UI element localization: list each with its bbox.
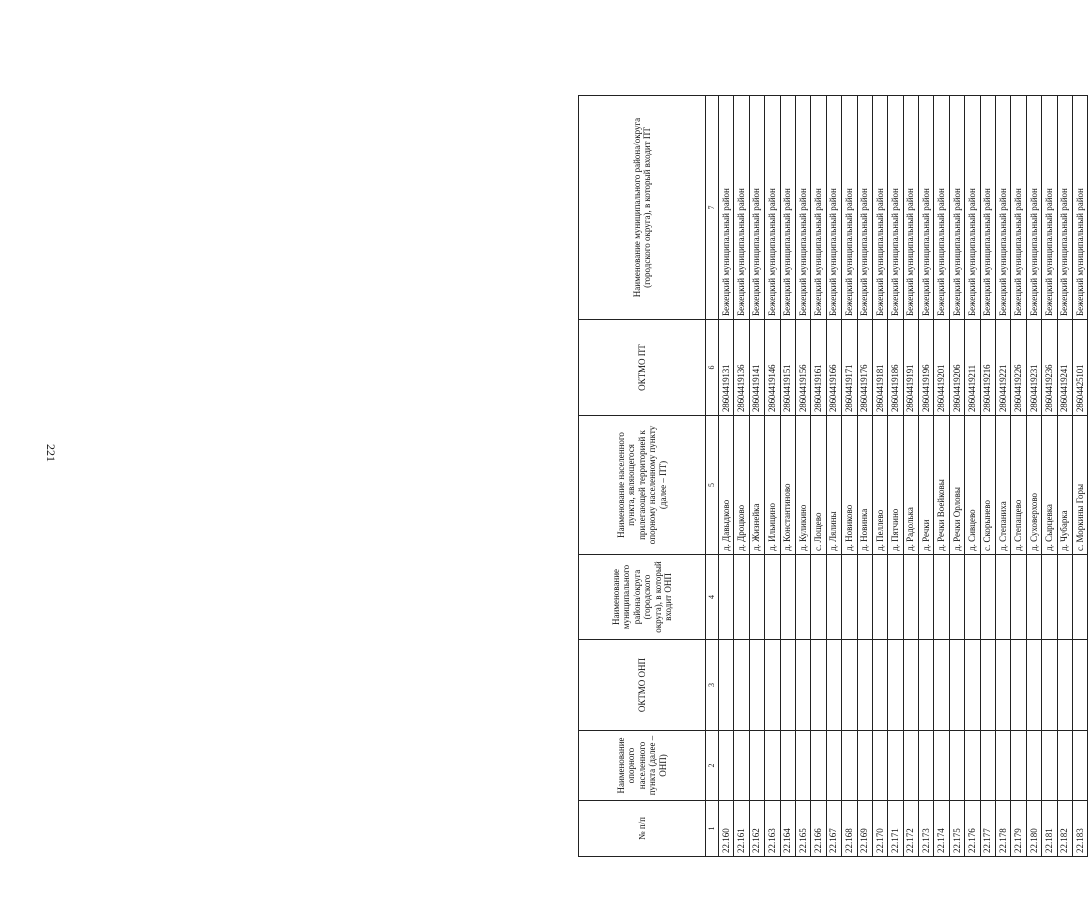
onp-name-cell	[996, 731, 1011, 801]
onp-oktmo-cell	[795, 640, 810, 731]
pt-name-cell: д. Дроцково	[734, 416, 749, 555]
onp-name-cell	[1042, 731, 1057, 801]
row-number-cell: 22.161	[734, 801, 749, 857]
header-onp-name: Наименование опорного населенного пункта (далее – ОНП)	[579, 731, 706, 801]
table-row	[949, 96, 964, 857]
onp-district-cell	[842, 555, 857, 640]
onp-district-cell	[734, 555, 749, 640]
row-number-cell: 22.179	[1011, 801, 1026, 857]
onp-district-cell	[965, 555, 980, 640]
header-num: № п/п	[579, 801, 706, 857]
onp-oktmo-cell	[734, 640, 749, 731]
pt-oktmo-cell: 28604419191	[903, 320, 918, 416]
column-number-row	[706, 96, 719, 857]
onp-name-cell	[857, 731, 872, 801]
onp-name-cell	[811, 731, 826, 801]
pt-district-cell: Бежецкий муниципальный район	[734, 96, 749, 320]
table-row	[1042, 96, 1057, 857]
table-row	[919, 96, 934, 857]
onp-district-cell	[1011, 555, 1026, 640]
column-number: 2	[706, 731, 719, 801]
pt-district-cell: Бежецкий муниципальный район	[826, 96, 841, 320]
pt-district-cell: Бежецкий муниципальный район	[888, 96, 903, 320]
pt-oktmo-cell: 28604425101	[1072, 320, 1087, 416]
table-row	[934, 96, 949, 857]
pt-oktmo-cell: 28604419176	[857, 320, 872, 416]
onp-district-cell	[872, 555, 887, 640]
row-number-cell: 22.171	[888, 801, 903, 857]
pt-oktmo-cell: 28604419216	[980, 320, 995, 416]
table-row	[903, 96, 918, 857]
onp-name-cell	[934, 731, 949, 801]
onp-oktmo-cell	[765, 640, 780, 731]
onp-district-cell	[1072, 555, 1087, 640]
pt-oktmo-cell: 28604419161	[811, 320, 826, 416]
page-number: 221	[44, 444, 58, 462]
pt-name-cell: д. Суховерхово	[1026, 416, 1041, 555]
row-number-cell: 22.167	[826, 801, 841, 857]
table-row	[1026, 96, 1041, 857]
column-number: 5	[706, 416, 719, 555]
onp-district-cell	[888, 555, 903, 640]
pt-oktmo-cell: 28604419141	[749, 320, 764, 416]
table-row	[811, 96, 826, 857]
pt-district-cell: Бежецкий муниципальный район	[1011, 96, 1026, 320]
onp-name-cell	[965, 731, 980, 801]
pt-district-cell: Бежецкий муниципальный район	[719, 96, 734, 320]
pt-name-cell: д. Жизнейка	[749, 416, 764, 555]
pt-district-cell: Бежецкий муниципальный район	[965, 96, 980, 320]
header-onp-district: Наименование муниципального района/округа (городского округа), в который входит ОНП	[579, 555, 706, 640]
pt-district-cell: Бежецкий муниципальный район	[980, 96, 995, 320]
table-row	[795, 96, 810, 857]
onp-name-cell	[980, 731, 995, 801]
pt-district-cell: Бежецкий муниципальный район	[903, 96, 918, 320]
pt-name-cell: д. Куликино	[795, 416, 810, 555]
onp-district-cell	[949, 555, 964, 640]
pt-district-cell: Бежецкий муниципальный район	[842, 96, 857, 320]
pt-oktmo-cell: 28604419231	[1026, 320, 1041, 416]
pt-name-cell: с. Скорынево	[980, 416, 995, 555]
onp-district-cell	[811, 555, 826, 640]
pt-oktmo-cell: 28604419166	[826, 320, 841, 416]
pt-oktmo-cell: 28604419136	[734, 320, 749, 416]
pt-district-cell: Бежецкий муниципальный район	[1057, 96, 1072, 320]
onp-district-cell	[980, 555, 995, 640]
onp-oktmo-cell	[965, 640, 980, 731]
pt-oktmo-cell: 28604419196	[919, 320, 934, 416]
onp-oktmo-cell	[1072, 640, 1087, 731]
table-row	[765, 96, 780, 857]
onp-district-cell	[780, 555, 795, 640]
pt-oktmo-cell: 28604419236	[1042, 320, 1057, 416]
pt-oktmo-cell: 28604419226	[1011, 320, 1026, 416]
onp-oktmo-cell	[919, 640, 934, 731]
onp-district-cell	[749, 555, 764, 640]
pt-oktmo-cell: 28604419181	[872, 320, 887, 416]
settlements-table	[578, 95, 1088, 857]
row-number-cell: 22.168	[842, 801, 857, 857]
pt-oktmo-cell: 28604419206	[949, 320, 964, 416]
table-row	[965, 96, 980, 857]
pt-name-cell: д. Речки	[919, 416, 934, 555]
pt-name-cell: д. Речки Орловы	[949, 416, 964, 555]
pt-name-cell: д. Пятчино	[888, 416, 903, 555]
row-number-cell: 22.164	[780, 801, 795, 857]
column-number: 7	[706, 96, 719, 320]
row-number-cell: 22.181	[1042, 801, 1057, 857]
onp-name-cell	[1057, 731, 1072, 801]
pt-oktmo-cell: 28604419156	[795, 320, 810, 416]
onp-name-cell	[872, 731, 887, 801]
table-row	[996, 96, 1011, 857]
pt-name-cell: с. Лощево	[811, 416, 826, 555]
onp-name-cell	[765, 731, 780, 801]
onp-district-cell	[996, 555, 1011, 640]
pt-name-cell: д. Степащево	[1011, 416, 1026, 555]
onp-name-cell	[795, 731, 810, 801]
row-number-cell: 22.172	[903, 801, 918, 857]
header-row	[579, 96, 706, 857]
table-row	[1057, 96, 1072, 857]
table-row	[980, 96, 995, 857]
onp-oktmo-cell	[872, 640, 887, 731]
row-number-cell: 22.166	[811, 801, 826, 857]
pt-name-cell: д. Чубарка	[1057, 416, 1072, 555]
pt-district-cell: Бежецкий муниципальный район	[811, 96, 826, 320]
pt-district-cell: Бежецкий муниципальный район	[996, 96, 1011, 320]
pt-oktmo-cell: 28604419186	[888, 320, 903, 416]
row-number-cell: 22.162	[749, 801, 764, 857]
pt-name-cell: д. Новинка	[857, 416, 872, 555]
rotated-table-container	[578, 96, 1085, 857]
onp-name-cell	[749, 731, 764, 801]
pt-oktmo-cell: 28604419201	[934, 320, 949, 416]
onp-district-cell	[826, 555, 841, 640]
header-pt-oktmo: ОКТМО ПТ	[579, 320, 706, 416]
pt-oktmo-cell: 28604419151	[780, 320, 795, 416]
onp-name-cell	[888, 731, 903, 801]
table-row	[1011, 96, 1026, 857]
pt-district-cell: Бежецкий муниципальный район	[857, 96, 872, 320]
onp-oktmo-cell	[857, 640, 872, 731]
onp-district-cell	[934, 555, 949, 640]
row-number-cell: 22.180	[1026, 801, 1041, 857]
onp-oktmo-cell	[842, 640, 857, 731]
pt-oktmo-cell: 28604419146	[765, 320, 780, 416]
pt-name-cell: д. Степаниха	[996, 416, 1011, 555]
pt-district-cell: Бежецкий муниципальный район	[1026, 96, 1041, 320]
row-number-cell: 22.182	[1057, 801, 1072, 857]
table-row	[734, 96, 749, 857]
pt-district-cell: Бежецкий муниципальный район	[949, 96, 964, 320]
table-row	[872, 96, 887, 857]
row-number-cell: 22.174	[934, 801, 949, 857]
onp-oktmo-cell	[888, 640, 903, 731]
onp-name-cell	[780, 731, 795, 801]
pt-district-cell: Бежецкий муниципальный район	[934, 96, 949, 320]
column-number: 4	[706, 555, 719, 640]
table-row	[1072, 96, 1087, 857]
pt-name-cell: д. Лялины	[826, 416, 841, 555]
pt-name-cell: д. Речки Воейковы	[934, 416, 949, 555]
onp-oktmo-cell	[1026, 640, 1041, 731]
pt-district-cell: Бежецкий муниципальный район	[795, 96, 810, 320]
pt-name-cell: д. Сивцево	[965, 416, 980, 555]
row-number-cell: 22.177	[980, 801, 995, 857]
column-number: 1	[706, 801, 719, 857]
pt-district-cell: Бежецкий муниципальный район	[872, 96, 887, 320]
onp-name-cell	[719, 731, 734, 801]
header-pt-name: Наименование населенного пункта, являющегося прилегающей территорией к опорному населенному пункту (далее – ПТ)	[579, 416, 706, 555]
onp-oktmo-cell	[749, 640, 764, 731]
onp-oktmo-cell	[996, 640, 1011, 731]
pt-name-cell: д. Радолька	[903, 416, 918, 555]
onp-name-cell	[826, 731, 841, 801]
onp-name-cell	[949, 731, 964, 801]
pt-oktmo-cell: 28604419211	[965, 320, 980, 416]
onp-oktmo-cell	[949, 640, 964, 731]
pt-district-cell: Бежецкий муниципальный район	[780, 96, 795, 320]
table-row	[826, 96, 841, 857]
onp-district-cell	[919, 555, 934, 640]
row-number-cell: 22.165	[795, 801, 810, 857]
pt-oktmo-cell: 28604419241	[1057, 320, 1072, 416]
row-number-cell: 22.183	[1072, 801, 1087, 857]
onp-name-cell	[1011, 731, 1026, 801]
onp-oktmo-cell	[826, 640, 841, 731]
onp-name-cell	[919, 731, 934, 801]
onp-district-cell	[857, 555, 872, 640]
onp-district-cell	[719, 555, 734, 640]
pt-district-cell: Бежецкий муниципальный район	[919, 96, 934, 320]
onp-oktmo-cell	[980, 640, 995, 731]
table-row	[842, 96, 857, 857]
onp-oktmo-cell	[903, 640, 918, 731]
pt-name-cell: д. Новиково	[842, 416, 857, 555]
pt-name-cell: с. Моркины Горы	[1072, 416, 1087, 555]
pt-district-cell: Бежецкий муниципальный район	[1042, 96, 1057, 320]
onp-district-cell	[1026, 555, 1041, 640]
table-row	[780, 96, 795, 857]
pt-name-cell: д. Сырцевка	[1042, 416, 1057, 555]
onp-district-cell	[1042, 555, 1057, 640]
onp-name-cell	[1026, 731, 1041, 801]
pt-oktmo-cell: 28604419131	[719, 320, 734, 416]
table-row	[749, 96, 764, 857]
onp-oktmo-cell	[934, 640, 949, 731]
row-number-cell: 22.176	[965, 801, 980, 857]
pt-oktmo-cell: 28604419171	[842, 320, 857, 416]
header-onp-oktmo: ОКТМО ОНП	[579, 640, 706, 731]
row-number-cell: 22.170	[872, 801, 887, 857]
column-number: 6	[706, 320, 719, 416]
onp-oktmo-cell	[1057, 640, 1072, 731]
onp-oktmo-cell	[1011, 640, 1026, 731]
row-number-cell: 22.178	[996, 801, 1011, 857]
onp-oktmo-cell	[811, 640, 826, 731]
pt-name-cell: д. Давыдково	[719, 416, 734, 555]
pt-name-cell: д. Ильицино	[765, 416, 780, 555]
pt-district-cell: Бежецкий муниципальный район	[1072, 96, 1087, 320]
onp-name-cell	[842, 731, 857, 801]
onp-oktmo-cell	[719, 640, 734, 731]
onp-oktmo-cell	[1042, 640, 1057, 731]
header-pt-district: Наименование муниципального района/округа (городского округа), в который входит ПТ	[579, 96, 706, 320]
onp-district-cell	[765, 555, 780, 640]
pt-district-cell: Бежецкий муниципальный район	[749, 96, 764, 320]
table-row	[857, 96, 872, 857]
onp-district-cell	[795, 555, 810, 640]
row-number-cell: 22.163	[765, 801, 780, 857]
table-row	[719, 96, 734, 857]
column-number: 3	[706, 640, 719, 731]
row-number-cell: 22.175	[949, 801, 964, 857]
onp-oktmo-cell	[780, 640, 795, 731]
pt-name-cell: д. Пеллево	[872, 416, 887, 555]
row-number-cell: 22.160	[719, 801, 734, 857]
onp-district-cell	[903, 555, 918, 640]
pt-oktmo-cell: 28604419221	[996, 320, 1011, 416]
onp-name-cell	[1072, 731, 1087, 801]
row-number-cell: 22.173	[919, 801, 934, 857]
onp-district-cell	[1057, 555, 1072, 640]
pt-name-cell: д. Константиново	[780, 416, 795, 555]
row-number-cell: 22.169	[857, 801, 872, 857]
pt-district-cell: Бежецкий муниципальный район	[765, 96, 780, 320]
table-row	[888, 96, 903, 857]
onp-name-cell	[734, 731, 749, 801]
onp-name-cell	[903, 731, 918, 801]
